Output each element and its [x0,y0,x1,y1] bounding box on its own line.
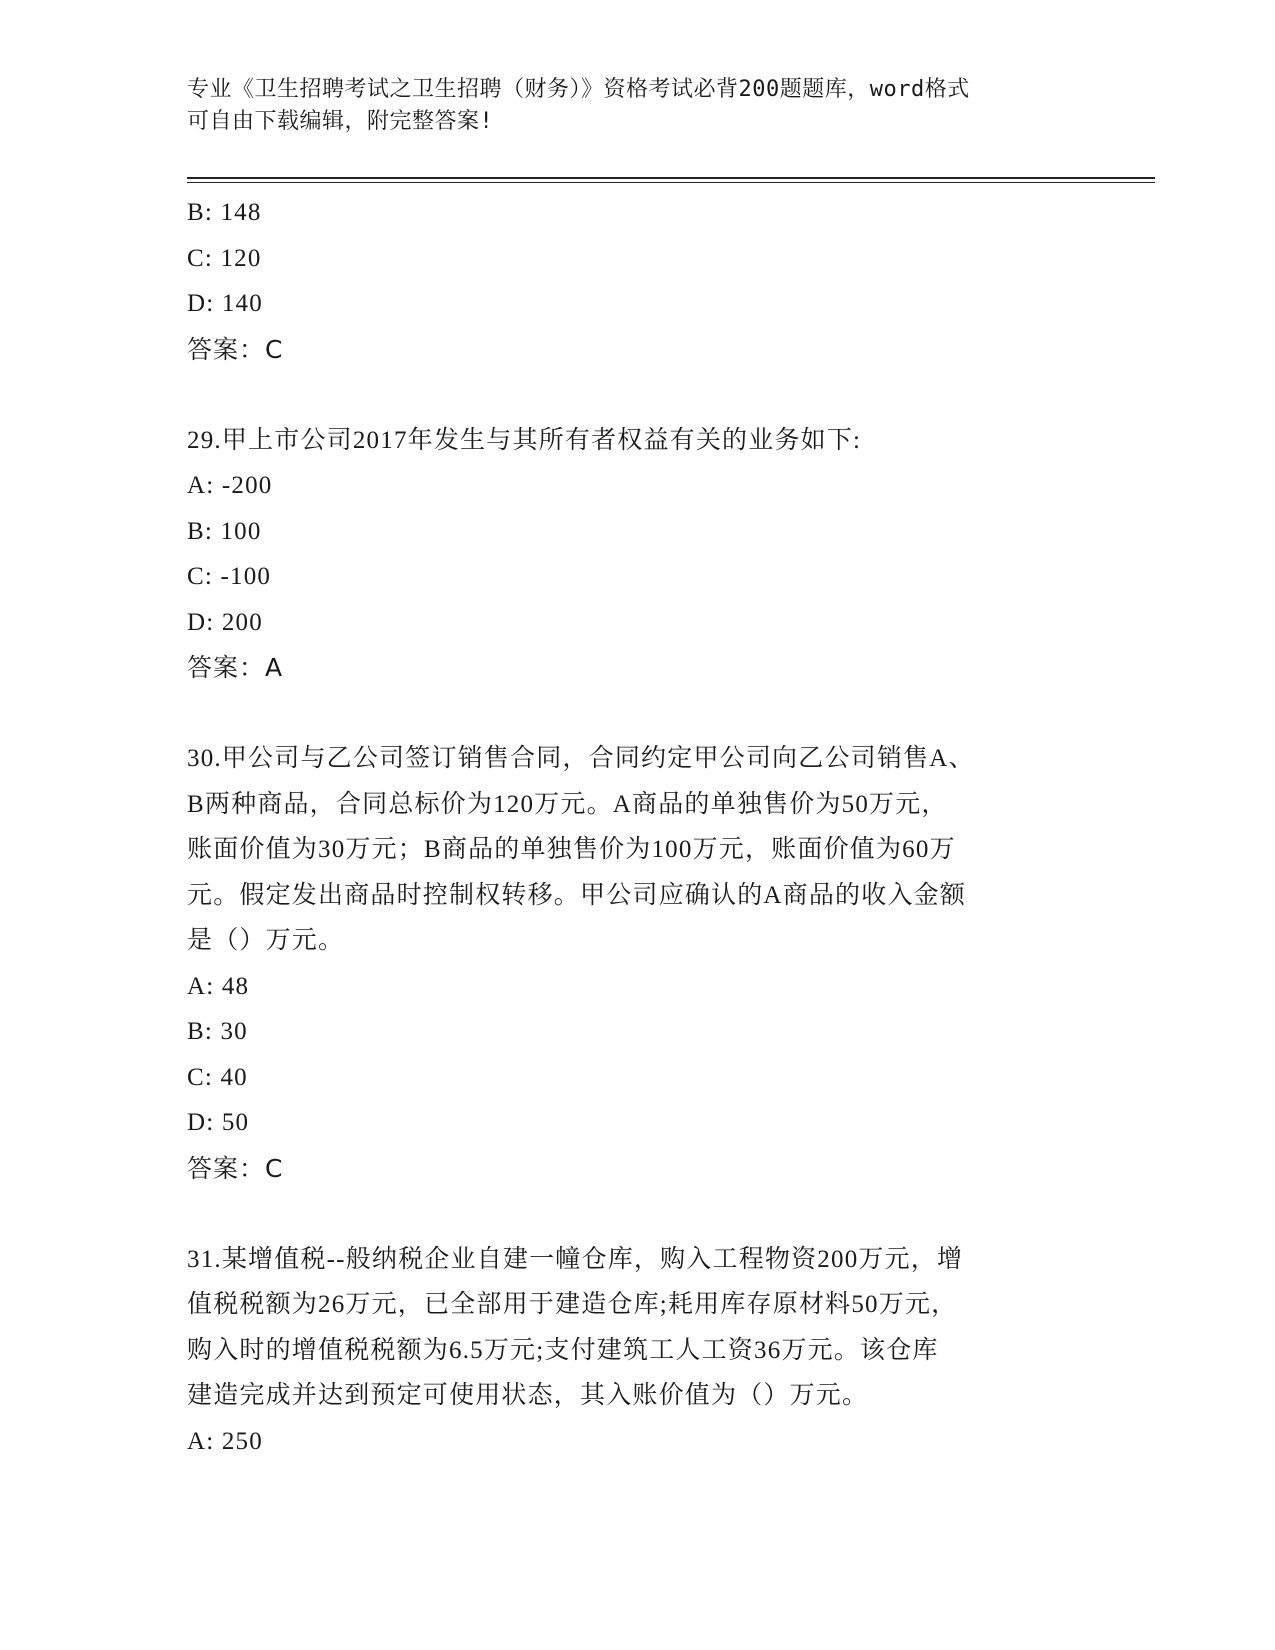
answer-line: 答案：C [187,334,284,364]
question-list [187,190,1087,1464]
question-stem-line: 建造完成并达到预定可使用状态，其入账价值为（）万元。 [187,1382,869,1409]
question-stem-line: 元。假定发出商品时控制权转移。甲公司应确认的A商品的收入金额 [187,881,967,909]
question-stem-line: 账面价值为30万元；B商品的单独售价为100万元，账面价值为60万 [187,836,956,863]
answer-line: 答案：A [187,653,284,682]
question-stem-line: 30.甲公司与乙公司签订销售合同，合同约定甲公司向乙公司销售A、 [187,745,975,772]
option-b: B: 148 [187,199,262,226]
option-a: A: 250 [187,1427,263,1455]
header-title-line-2: 可自由下载编辑，附完整答案! [187,109,494,134]
spacer [187,691,1087,737]
question-29 [187,418,1087,691]
option-b: B: 30 [187,1018,248,1045]
question-stem-line: 31.某增值税--般纳税企业自建一幢仓库，购入工程物资200万元，增 [187,1245,964,1273]
spacer [187,372,1087,418]
question-stem-line: 是（）万元。 [187,927,345,954]
question-31 [187,1237,1087,1465]
page-header [187,74,1087,138]
question-30 [187,736,1087,1191]
header-title-line-1: 专业《卫生招聘考试之卫生招聘（财务）》资格考试必背200题题库，word格式 [187,77,970,102]
answer-line: 答案：C [187,1153,284,1183]
question-28 [187,190,1087,372]
option-c: C: 120 [187,244,262,272]
header-divider-thin [187,182,1155,183]
option-d: D: 50 [187,1109,250,1136]
option-d: D: 140 [187,290,263,317]
question-stem: 29.甲上市公司2017年发生与其所有者权益有关的业务如下: [187,426,862,454]
option-a: A: -200 [187,472,273,499]
question-stem-line: 值税税额为26万元，已全部用于建造仓库;耗用库存原材料50万元， [187,1291,958,1318]
question-stem-line: 购入时的增值税税额为6.5万元;支付建筑工人工资36万元。该仓库 [187,1336,939,1364]
spacer [187,1191,1087,1237]
option-d: D: 200 [187,608,263,636]
option-a: A: 48 [187,972,250,1000]
header-divider [187,177,1155,179]
option-b: B: 100 [187,517,262,545]
option-c: C: 40 [187,1063,248,1091]
question-stem-line: B两种商品，合同总标价为120万元。A商品的单独售价为50万元， [187,790,948,818]
option-c: C: -100 [187,563,272,590]
